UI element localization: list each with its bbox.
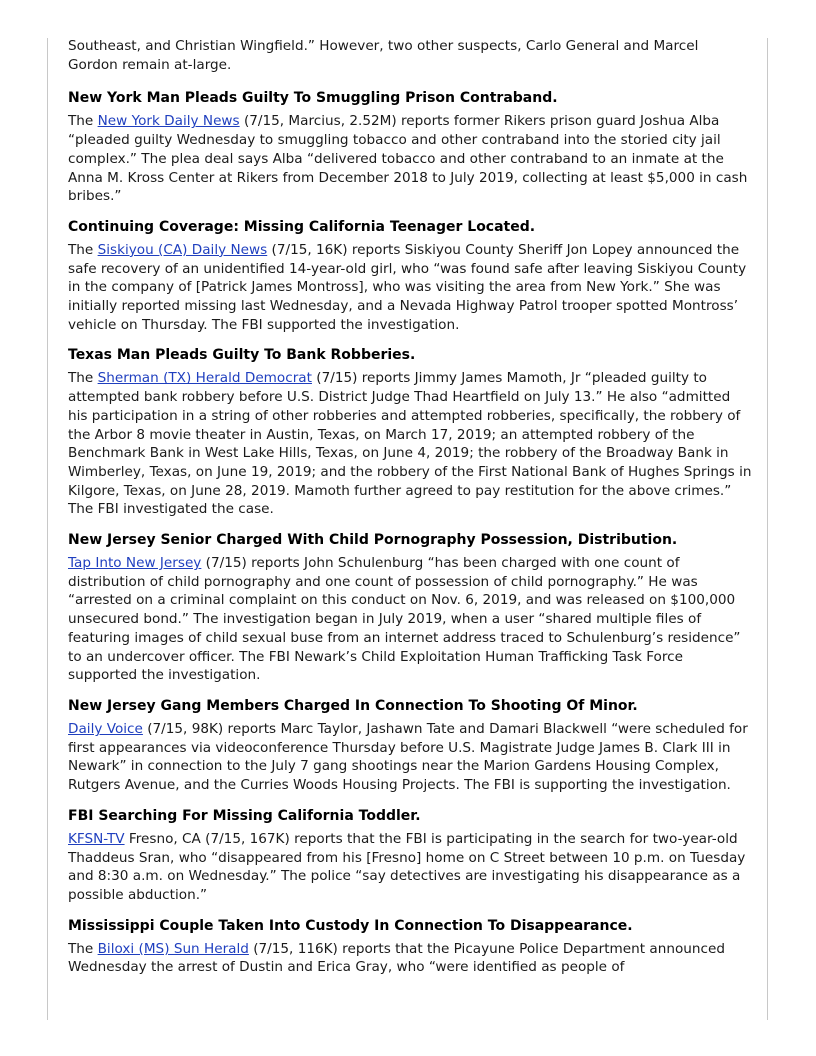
- article-body: Tap Into New Jersey (7/15) reports John Schulenburg “has been charged with one count of distribution of child pornography and one count of possession of child pornography.” He was “arrested on a criminal complaint on this conduct on Nov. 6, 2019, and was released on $100,000 unsecured bond.” The investigation began in July 2019, when a user “shared multiple files of featuring images of child sexual buse from an internet address traced to Schulenburg’s residence” to an undercover officer. The FBI Newark’s Child Exploitation Human Trafficking Task Force supported the investigation.: [68, 555, 741, 684]
- article-headline: New York Man Pleads Guilty To Smuggling Prison Contraband.: [68, 90, 558, 107]
- article-headline: Texas Man Pleads Guilty To Bank Robberies.: [68, 347, 416, 364]
- source-link-biloxi-sun-herald[interactable]: Biloxi (MS) Sun Herald: [97, 940, 249, 957]
- source-link-daily-voice[interactable]: Daily Voice: [68, 720, 143, 737]
- article-headline: Mississippi Couple Taken Into Custody In Connection To Disappearance.: [68, 917, 633, 934]
- continued-paragraph: Southeast, and Christian Wingfield.” However, two other suspects, Carlo General and Marcel Gordon remain at-large.: [68, 38, 699, 73]
- article-headline: New Jersey Gang Members Charged In Connection To Shooting Of Minor.: [68, 697, 638, 714]
- article-body: Daily Voice (7/15, 98K) reports Marc Taylor, Jashawn Tate and Damari Blackwell “were scheduled for first appearances via videoconference Thursday before U.S. Magistrate Judge James B. Clark III in Newark” in connection to the July 7 gang shootings near the Marion Gardens Housing Complex, Rutgers Avenue, and the Curries Woods Housing Projects. The FBI is supporting the investigation.: [68, 720, 748, 794]
- article-missing-teen: [68, 218, 752, 335]
- article-body: The Biloxi (MS) Sun Herald (7/15, 116K) reports that the Picayune Police Department announced Wednesday the arrest of Dustin and Erica Gray, who “were identified as people of: [68, 940, 725, 976]
- article-body: KFSN-TV Fresno, CA (7/15, 167K) reports that the FBI is participating in the search for two-year-old Thaddeus Sran, who “disappeared from his [Fresno] home on C Street between 10 p.m. on Tuesday and 8:30 a.m. on Wednesday.” The police “say detectives are investigating his disappearance as a possible abduction.”: [68, 830, 746, 903]
- article-nj-gang-members: [68, 697, 752, 795]
- article-body: The Siskiyou (CA) Daily News (7/15, 16K) reports Siskiyou County Sheriff Jon Lopey announced the safe recovery of an unidentified 14-year-old girl, who “was found safe after leaving Siskiyou County in the company of [Patrick James Montross], who was visiting the area from New York.” She was initially reported missing last Wednesday, and a Nevada Highway Patrol trooper spotted Montross’ vehicle on Thursday. The FBI supported the investigation.: [68, 241, 747, 333]
- article-body: The Sherman (TX) Herald Democrat (7/15) reports Jimmy James Mamoth, Jr “pleaded guilty to attempted bank robbery before U.S. District Judge Thad Heartfield on July 13.” He also “admitted his participation in a string of other robberies and attempted robberies, specifically, the robbery of the Arbor 8 movie theater in Austin, Texas, on March 17, 2019; an attempted robbery of the Benchmark Bank in West Lake Hills, Texas, on June 4, 2019; the robbery of the Broadway Bank in Wimberley, Texas, on June 19, 2019; and the robbery of the First National Bank of Hughes Springs in Kilgore, Texas, on June 28, 2019. Mamoth further agreed to pay restitution for the above crimes.” The FBI investigated the case.: [68, 370, 752, 518]
- article-headline: FBI Searching For Missing California Toddler.: [68, 807, 421, 824]
- document-body: [68, 37, 752, 989]
- article-mississippi-couple: [68, 917, 752, 977]
- article-headline: Continuing Coverage: Missing California Teenager Located.: [68, 218, 536, 235]
- source-link-siskiyou-daily-news[interactable]: Siskiyou (CA) Daily News: [97, 241, 268, 258]
- left-margin-rule: [47, 38, 48, 1020]
- article-ny-contraband: [68, 89, 752, 206]
- article-missing-toddler: [68, 807, 752, 905]
- article-nj-senior-charged: [68, 531, 752, 685]
- article-texas-robberies: [68, 346, 752, 519]
- right-margin-rule: [767, 38, 768, 1020]
- source-link-ny-daily-news[interactable]: New York Daily News: [97, 113, 240, 130]
- article-headline: New Jersey Senior Charged With Child Pornography Possession, Distribution.: [68, 532, 678, 549]
- source-link-kfsn-tv[interactable]: KFSN-TV: [68, 830, 125, 847]
- article-body: The New York Daily News (7/15, Marcius, 2.52M) reports former Rikers prison guard Joshua Alba “pleaded guilty Wednesday to smuggling tobacco and other contraband into the storied city jail complex.” The plea deal says Alba “delivered tobacco and other contraband to an inmate at the Anna M. Kross Center at Rikers from December 2018 to July 2019, collecting at least $5,000 in cash bribes.”: [68, 113, 748, 205]
- source-link-sherman-herald-democrat[interactable]: Sherman (TX) Herald Democrat: [97, 370, 312, 387]
- source-link-tap-into-new-jersey[interactable]: Tap Into New Jersey: [68, 555, 202, 572]
